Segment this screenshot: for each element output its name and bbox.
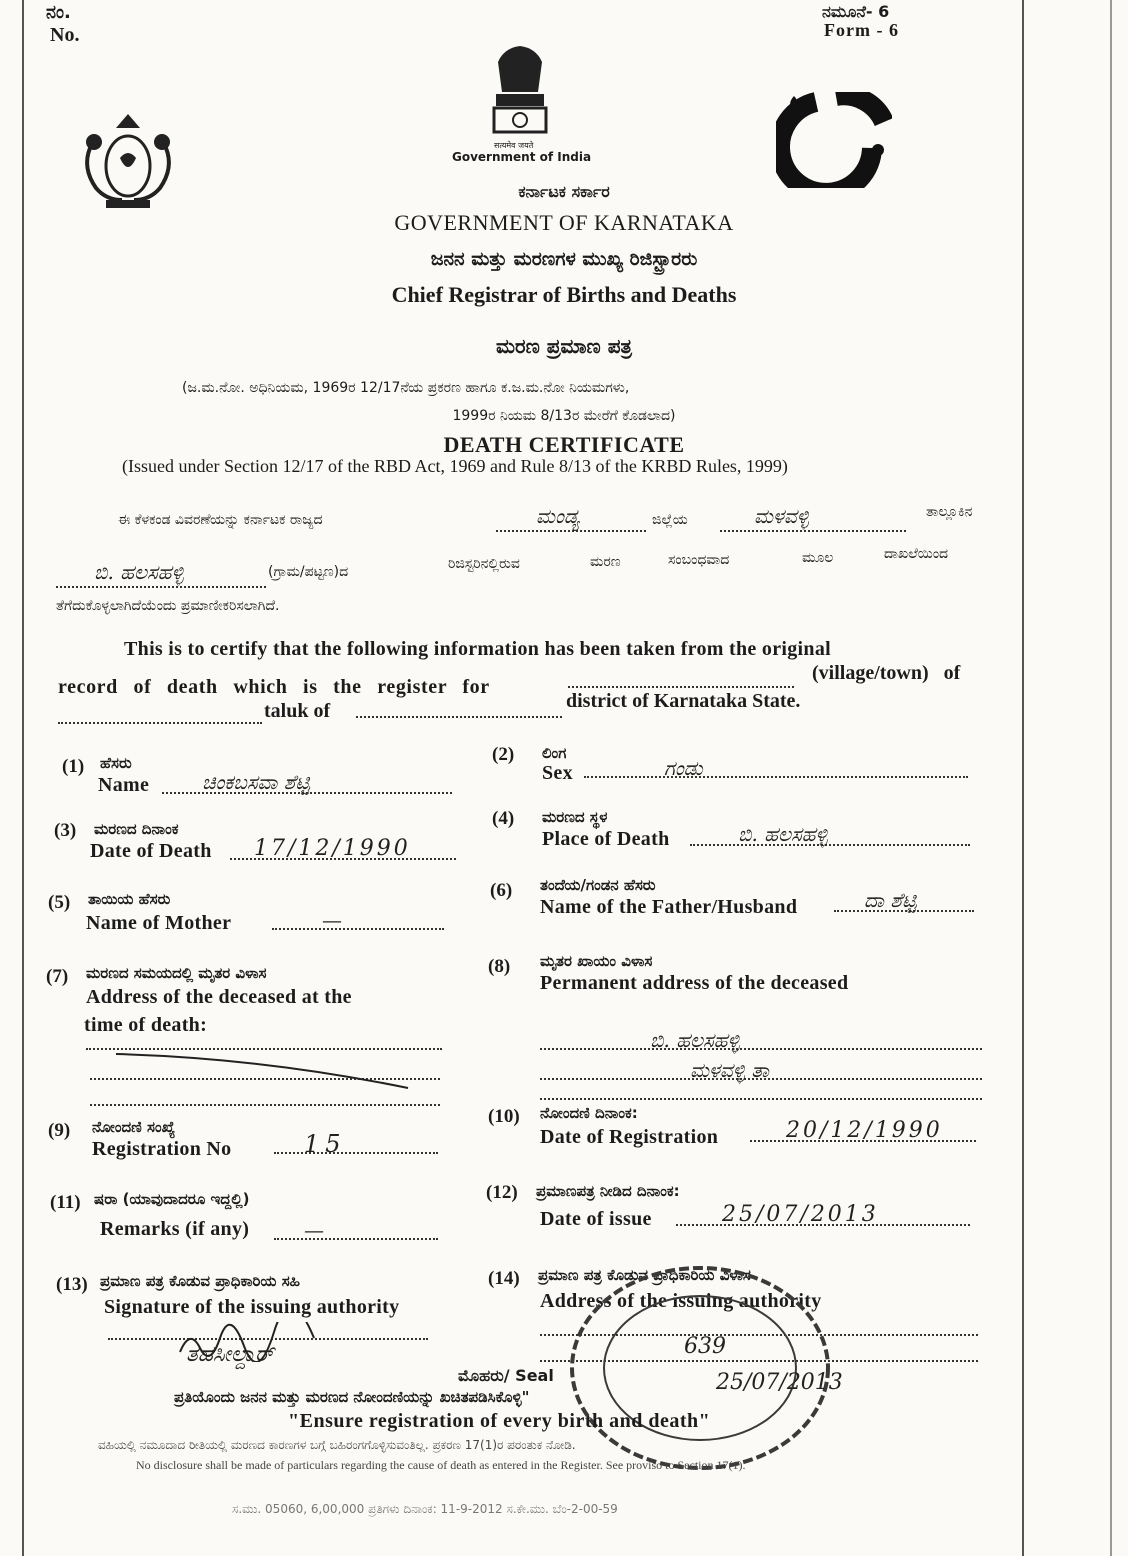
date-of-issue-field <box>676 1202 970 1226</box>
sex-value: ಗಂಡು <box>664 756 703 780</box>
field-14-label-en: Address of the issuing authority <box>540 1290 822 1312</box>
field-12-label-kn: ಪ್ರಮಾಣಪತ್ರ ನೀಡಿದ ದಿನಾಂಕ: <box>536 1182 680 1200</box>
field-1-number: (1) <box>62 756 85 777</box>
field-1-label-kn: ಹೆಸರು <box>100 754 132 772</box>
village-field <box>56 560 266 588</box>
slogan-en: "Ensure registration of every birth and death" <box>288 1410 711 1432</box>
mother-name-value: — <box>322 908 342 932</box>
taluk-handwritten: ಮಳವಳ್ಳಿ <box>754 504 809 528</box>
registration-date-field <box>750 1118 976 1142</box>
address-strike-line <box>112 1048 412 1092</box>
intro-kn-line2-c: ಮರಣ <box>590 554 621 570</box>
field-11-label-kn: ಷರಾ (ಯಾವುದಾದರೂ ಇದ್ದಲ್ಲಿ) <box>94 1190 250 1208</box>
gov-title-en: GOVERNMENT OF KARNATAKA <box>394 210 734 235</box>
intro-kn-line2-a: (ಗ್ರಾಮ/ಪಟ್ಟಣ)ದ <box>268 564 349 580</box>
field-5-label-kn: ತಾಯಿಯ ಹೆಸರು <box>88 890 171 908</box>
intro-en-line1: This is to certify that the following information has been taken from the original <box>124 638 831 660</box>
field-9-label-kn: ನೋಂದಣಿ ಸಂಖ್ಯೆ <box>92 1118 176 1136</box>
field-3-number: (3) <box>54 820 77 841</box>
official-seal-stamp <box>560 1258 840 1478</box>
field-7-number: (7) <box>46 966 69 987</box>
field-11-label-en: Remarks (if any) <box>100 1218 250 1240</box>
field-3-label-en: Date of Death <box>90 840 212 862</box>
disclosure-note-en: No disclosure shall be made of particulars regarding the cause of death as entered in the Register. See proviso to Section 17(1). <box>136 1458 746 1472</box>
register-village-field <box>568 672 794 688</box>
field-14-label-kn: ಪ್ರಮಾಣ ಪತ್ರ ಕೊಡುವ ಪ್ರಾಧಿಕಾರಿಯ ವಿಳಾಸ <box>538 1266 751 1284</box>
registrar-title-en: Chief Registrar of Births and Deaths <box>391 282 737 307</box>
field-7-label-en-1: Address of the deceased at the <box>86 986 352 1008</box>
field-5-label-en: Name of Mother <box>86 912 232 934</box>
permanent-address-line-3 <box>540 1090 982 1100</box>
field-8-label-en: Permanent address of the deceased <box>540 972 849 994</box>
village-handwritten: ಬಿ. ಹಲಸಹಳ್ಳಿ <box>94 560 184 584</box>
intro-en-line3-a: taluk of <box>264 700 331 722</box>
signature-scribble <box>176 1322 336 1362</box>
seal-stamp-number: 639 <box>684 1334 726 1359</box>
register-taluk-field <box>58 712 262 724</box>
father-name-field <box>834 888 974 912</box>
registration-number-field <box>274 1130 438 1158</box>
field-13-number: (13) <box>56 1274 88 1295</box>
place-of-death-field <box>690 822 970 846</box>
remarks-value: — <box>304 1218 324 1242</box>
field-4-label-en: Place of Death <box>542 828 670 850</box>
field-3-label-kn: ಮರಣದ ದಿನಾಂಕ <box>94 820 179 838</box>
field-10-label-en: Date of Registration <box>540 1126 719 1148</box>
field-11-number: (11) <box>50 1192 81 1213</box>
certificate-title-en: DEATH CERTIFICATE <box>443 432 685 457</box>
field-9-number: (9) <box>48 1120 71 1141</box>
place-of-death-value: ಬಿ. ಹಲಸಹಳ್ಳಿ <box>738 822 828 846</box>
registration-logo-icon <box>776 92 892 188</box>
emblem-caption: Government of India <box>452 150 592 164</box>
number-label-en: No. <box>50 24 80 46</box>
field-7-label-en-2: time of death: <box>84 1014 208 1036</box>
gov-title-kn: ಕರ್ನಾಟಕ ಸರ್ಕಾರ <box>518 182 610 201</box>
intro-kn-line2-e: ಮೂಲ <box>802 550 834 566</box>
address-at-death-line-3 <box>90 1096 440 1106</box>
form-label-en: Form - 6 <box>824 20 899 40</box>
act-reference-kn-line1: (ಜ.ಮ.ನೋ. ಅಧಿನಿಯಮ, 1969ರ 12/17ನೆಯ ಪ್ರಕರಣ ಹಾಗೂ ಕ.ಜ.ಮ.ನೋ ನಿಯಮಗಳು, <box>182 380 630 396</box>
date-of-death-value: 17/12/1990 <box>254 836 411 861</box>
field-1-label-en: Name <box>98 774 150 796</box>
intro-kn-line2-d: ಸಂಬಂಧವಾದ <box>668 552 730 568</box>
ashoka-emblem-icon <box>488 42 552 142</box>
field-2-label-kn: ಲಿಂಗ <box>542 744 567 762</box>
form-label-kn: ನಮೂನೆ- 6 <box>822 2 890 21</box>
field-12-number: (12) <box>486 1182 518 1203</box>
field-2-number: (2) <box>492 744 515 765</box>
field-13-label-en: Signature of the issuing authority <box>104 1296 400 1318</box>
seal-stamp-date: 25/07/2013 <box>716 1370 843 1395</box>
print-line: ಸ.ಮು. 05060, 6,00,000 ಪ್ರತಿಗಳು ದಿನಾಂಕ: 11-9-2012 ಸ.ಕೇ.ಮು. ಬೆಂ-2-00-59 <box>232 1502 618 1516</box>
field-5-number: (5) <box>48 892 71 913</box>
district-handwritten: ಮಂಡ್ಯ <box>536 504 580 528</box>
disclosure-note-kn: ವಹಿಯಲ್ಲಿ ನಮೂದಾದ ರೀತಿಯಲ್ಲಿ ಮರಣದ ಕಾರಣಗಳ ಬಗ್ಗೆ ಬಹಿರಂಗಗೊಳ್ಳಿಸುವಂತಿಲ್ಲ. ಪ್ರಕರಣ 17(1)ರ ಪರಂತುಕ ನೋಡಿ. <box>98 1438 576 1452</box>
permanent-address-value-2: ಮಳವಳ್ಳಿ ತಾ <box>690 1058 769 1082</box>
intro-kn-line2-b: ರಿಜಿಸ್ಟರಿನಲ್ಲಿರುವ <box>448 556 520 572</box>
field-8-number: (8) <box>488 956 511 977</box>
intro-en-line3-b: district of Karnataka State. <box>566 690 801 712</box>
father-name-value: ದಾ ಶೆಟ್ಟಿ <box>864 888 917 912</box>
seal-label: ಮೊಹರು/ Seal <box>458 1366 554 1385</box>
remarks-field <box>274 1218 438 1240</box>
field-8-label-kn: ಮೃತರ ಖಾಯಂ ವಿಳಾಸ <box>540 952 653 970</box>
name-value: ಚಿಂಕಬಸವಾ ಶೆಟ್ಟಿ <box>202 770 310 794</box>
act-reference-en: (Issued under Section 12/17 of the RBD Act, 1969 and Rule 8/13 of the KRBD Rules, 1999) <box>122 456 788 476</box>
field-9-label-en: Registration No <box>92 1138 232 1160</box>
date-of-death-field <box>230 836 456 860</box>
permanent-address-line-1 <box>540 1028 982 1050</box>
field-13-label-kn: ಪ್ರಮಾಣ ಪತ್ರ ಕೊಡುವ ಪ್ರಾಧಿಕಾರಿಯ ಸಹಿ <box>100 1272 300 1290</box>
field-4-label-kn: ಮರಣದ ಸ್ಥಳ <box>542 808 608 826</box>
intro-kn-line3: ತೆಗೆದುಕೊಳ್ಳಲಾಗಿದೆಯೆಂದು ಪ್ರಮಾಣೀಕರಿಸಲಾಗಿದೆ. <box>56 598 280 614</box>
field-7-label-kn: ಮರಣದ ಸಮಯದಲ್ಲಿ ಮೃತರ ವಿಳಾಸ <box>86 964 267 982</box>
mother-name-field <box>272 908 444 930</box>
intro-kn-line2-f: ದಾಖಲೆಯಿಂದ <box>884 546 949 562</box>
registration-number-value: 15 <box>304 1130 347 1158</box>
permanent-address-line-2 <box>540 1058 982 1080</box>
signature-designation: ತಹಸೀಲ್ದಾರ್ <box>186 1342 274 1367</box>
district-field <box>496 504 646 532</box>
emblem-motto: सत्यमेव जयते <box>494 141 534 150</box>
intro-kn-line1-c: ತಾಲ್ಲೂಕಿನ <box>926 504 973 520</box>
intro-en-line2-b: (village/town) of <box>812 662 961 684</box>
registrar-title-kn: ಜನನ ಮತ್ತು ಮರಣಗಳ ಮುಖ್ಯ ರಿಜಿಸ್ಟ್ರಾರರು <box>430 248 698 270</box>
taluk-field <box>720 504 906 532</box>
act-reference-kn-line2: 1999ರ ನಿಯಮ 8/13ರ ಮೇರೆಗೆ ಕೊಡಲಾದ) <box>452 408 676 424</box>
field-6-label-kn: ತಂದೆಯ/ಗಂಡನ ಹೆಸರು <box>540 876 656 894</box>
sex-field <box>584 756 968 778</box>
intro-kn-line1-b: ಜಿಲ್ಲೆಯ <box>652 512 688 528</box>
field-2-label-en: Sex <box>542 762 573 784</box>
slogan-kn: ಪ್ರತಿಯೊಂದು ಜನನ ಮತ್ತು ಮರಣದ ನೋಂದಣಿಯನ್ನು ಖಚಿತಪಡಿಸಿಕೊಳ್ಳಿ" <box>174 1388 530 1406</box>
registration-date-value: 20/12/1990 <box>786 1118 943 1143</box>
field-6-label-en: Name of the Father/Husband <box>540 896 798 918</box>
field-6-number: (6) <box>490 880 513 901</box>
field-4-number: (4) <box>492 808 515 829</box>
register-district-field <box>356 706 562 718</box>
permanent-address-value-1: ಬಿ. ಹಲಸಹಳ್ಳಿ <box>650 1028 740 1052</box>
number-label-kn: ನಂ. <box>46 2 71 23</box>
intro-en-line2-a: record of death which is the register for <box>58 676 490 698</box>
field-14-number: (14) <box>488 1268 520 1289</box>
name-field <box>162 770 452 794</box>
field-10-number: (10) <box>488 1106 520 1127</box>
certificate-title-kn: ಮರಣ ಪ್ರಮಾಣ ಪತ್ರ <box>496 334 632 358</box>
field-10-label-kn: ನೋಂದಣಿ ದಿನಾಂಕ: <box>540 1104 638 1122</box>
date-of-issue-value: 25/07/2013 <box>722 1202 879 1227</box>
field-12-label-en: Date of issue <box>540 1208 652 1230</box>
intro-kn-line1-a: ಈ ಕೆಳಕಂಡ ವಿವರಣೆಯನ್ನು ಕರ್ನಾಟಕ ರಾಜ್ಯದ <box>118 512 323 528</box>
